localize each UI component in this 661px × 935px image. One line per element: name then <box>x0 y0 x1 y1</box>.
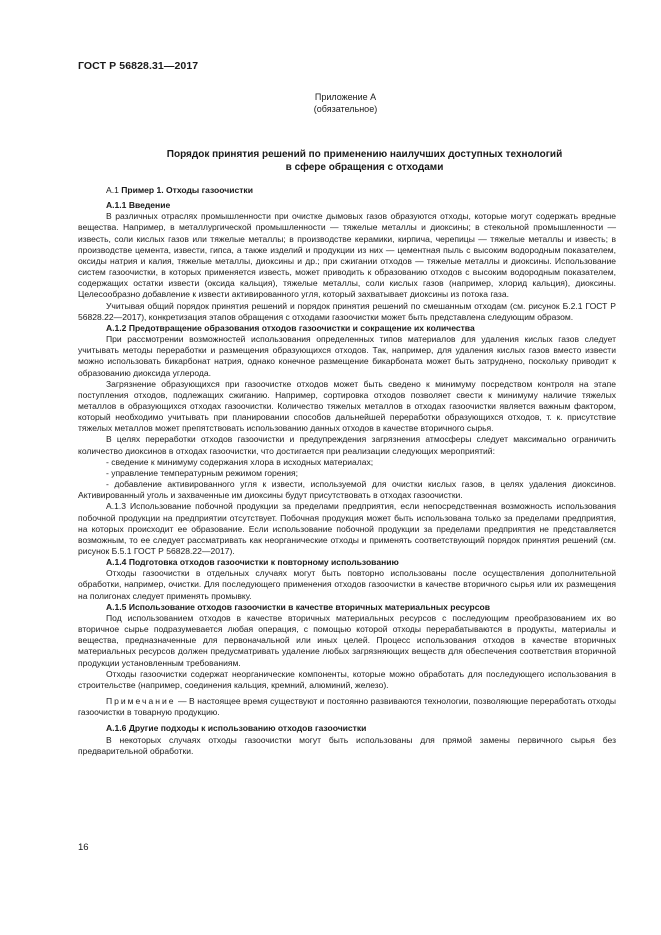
note <box>78 696 616 718</box>
section-a16-heading <box>78 723 616 734</box>
note-label: Примечание <box>106 696 176 707</box>
note-text: — В настоящее время существуют и постоянно развиваются технологии, позволяющие переработать отходы газоочистки в товарную продукцию. <box>78 696 616 718</box>
paragraph: Учитывая общий порядок принятия решений и порядок принятия решений по смешанным отходам (см. рисунок Б.2.1 ГОСТ Р 56828.22—2017), конкретизация этапов обращения с отходами газоочистки может быть представлена следующим образом. <box>78 300 616 322</box>
section-a14-heading <box>78 557 616 568</box>
title-line-1: Порядок принятия решений по применению наилучших доступных технологий <box>166 149 563 160</box>
section-title: Введение <box>128 200 171 211</box>
section-a11-heading <box>78 200 616 211</box>
paragraph: В целях переработки отходов газоочистки и предупреждения загрязнения атмосферы следует максимально ограничить количество диоксинов в отходах газоочистки, что достигается при реализации следующих мероприятий: <box>78 434 616 456</box>
section-number: А.1.4 <box>106 557 127 568</box>
section-number: А.1 <box>106 185 119 195</box>
section-number: А.1.6 <box>106 723 127 734</box>
paragraph: В различных отраслях промышленности при очистке дымовых газов образуются отходы, которые могут содержать вредные вещества. Например, в металлургической промышленности — тяжелые металлы и диоксины; в стекольной промышленности — известь, соли кислых газов или тяжелые металлы; в производстве керамики, кирпича, черепицы — тяжелые металлы и известь; в производстве цемента, извести, гипса, а также изделий и продукции из них — цементная пыль с высоким водородным показателем, оксиды натрия и калия, тяжелые металлы, диоксины и др.; при сжигании отходов — тяжелые металлы и диоксины. Использование систем газоочистки, в которых применяется известь, может приводить к образованию отходов с высоким водородным показателем, содержащих остатки извести (оксида кальция), тяжелые металлы, соли кислых газов (например, хлорид кальция), диоксины. Целесообразно добавление к извести активированного угля, который захватывает диоксины из потока газа. <box>78 211 616 300</box>
document-body <box>78 185 616 757</box>
section-number: А.1.2 <box>106 322 127 333</box>
section-title: Пример 1. Отходы газоочистки <box>121 185 253 195</box>
list-item: - сведение к минимуму содержания хлора в исходных материалах; <box>106 456 374 467</box>
appendix-status: (обязательное) <box>313 104 378 114</box>
paragraph: Отходы газоочистки содержат неорганические компоненты, которые можно обработать для последующего использования в строительстве (например, соединения кальция, кремний, алюминий, железо). <box>78 668 616 690</box>
section-a15-heading <box>78 602 616 613</box>
paragraph: В некоторых случаях отходы газоочистки могут быть использованы для прямой замены первичного сырья без предварительной обработки. <box>78 734 616 756</box>
section-title: Подготовка отходов газоочистки к повторному использованию <box>128 557 399 568</box>
appendix-title <box>78 148 613 174</box>
page-number: 16 <box>78 842 89 853</box>
section-title: Использование отходов газоочистки в качестве вторичных материальных ресурсов <box>128 601 490 612</box>
section-title: Предотвращение образования отходов газоочистки и сокращение их количества <box>128 322 475 333</box>
title-line-2: в сфере обращения с отходами <box>285 162 444 173</box>
standard-header: ГОСТ Р 56828.31—2017 <box>78 60 199 72</box>
section-a1-heading <box>78 185 616 196</box>
paragraph: Отходы газоочистки в отдельных случаях могут быть повторно использованы после осуществления дополнительной обработки, например, очистки. Для последующего применения отходов газоочистки в качестве вторичного сырья или их размещения на полигонах следует применять промывку. <box>78 568 616 601</box>
paragraph: Загрязнение образующихся при газоочистке отходов может быть сведено к минимуму посредством контроля на этапе поступления отходов, подлежащих сжиганию. Например, сортировка отходов позволяет свести к минимуму наличие тяжелых металлов в образующихся отходах газоочистки. Количество тяжелых металлов в отходах газоочистки является важным фактором, который необходимо учитывать при планировании способов дальнейшей переработки образующихся отходов, т. к. присутствие тяжелых металлов может препятствовать использованию данных отходов в качестве вторичного сырья. <box>78 378 616 434</box>
paragraph: Под использованием отходов в качестве вторичных материальных ресурсов с последующим преобразованием их во вторичное сырье подразумевается любая операция, с помощью которой отходы перерабатываются в продукты, материалы и вещества, предназначенные для первоначальной или иных целей. Процесс использования отходов в качестве вторичных материальных ресурсов должен предусматривать удаление любых загрязняющих веществ для обеспечения соответствия вторичной продукции установленным требованиям. <box>78 612 616 668</box>
appendix-label: Приложение А <box>314 92 377 102</box>
paragraph: А.1.3 Использование побочной продукции за пределами предприятия, если непосредственная возможность использования побочной продукции на предприятии отсутствует. Побочная продукция может быть использована только за пределами предприятия, на которых происходит ее образование. Если использование побочной продукции за пределами предприятия не представляется возможным, то ее следует рассматривать как неорганические отходы и применять соответствующий порядок принятия решений (см. рисунок Б.5.1 ГОСТ Р 56828.22—2017). <box>78 501 616 556</box>
section-a12-heading <box>78 323 616 334</box>
paragraph: При рассмотрении возможностей использования определенных типов материалов для удаления кислых газов следует учитывать методы переработки и размещения образующихся отходов. Так, например, для удаления кислых газов вместо извести можно использовать бикарбонат натрия, однако конечное размещение бикарбоната может быть затруднено, поскольку приводит к образованию диоксида углерода. <box>78 334 616 378</box>
list-item: - управление температурным режимом горения; <box>106 467 299 478</box>
section-number: А.1.5 <box>106 601 127 612</box>
section-title: Другие подходы к использованию отходов газоочистки <box>128 723 367 734</box>
appendix-heading <box>0 91 661 115</box>
list-item: - добавление активированного угля к извести, используемой для очистки кислых газов, в целях удаления диоксинов. Активированный уголь и захваченные им диоксины будут присутствовать в отходах газоочистки. <box>78 479 616 501</box>
section-number: А.1.1 <box>106 200 127 211</box>
